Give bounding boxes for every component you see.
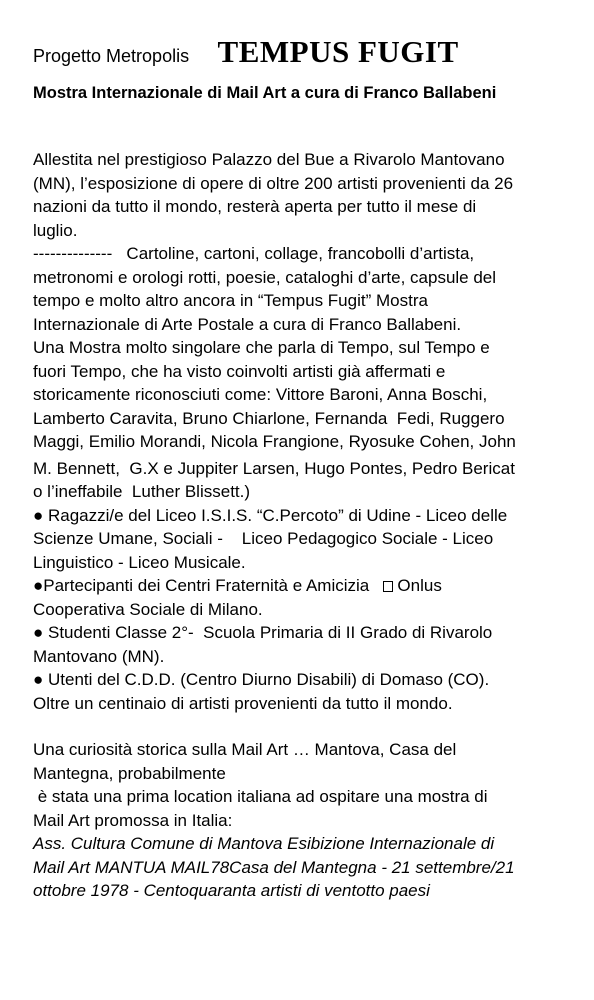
bullet-text: ●Partecipanti dei Centri Fraternità e Amicizia: [33, 576, 370, 595]
body-line: luglio.: [33, 220, 78, 240]
body-line: Linguistico - Liceo Musicale.: [33, 552, 246, 572]
document-subtitle: Mostra Internazionale di Mail Art a cura di Franco Ballabeni: [33, 84, 497, 102]
body-line: Maggi, Emilio Morandi, Nicola Frangione, Ryosuke Cohen, John: [33, 432, 516, 451]
body-line: Scienze Umane, Sociali - Liceo Pedagogico Sociale - Liceo: [33, 529, 494, 548]
body-line: (MN), l’esposizione di opere di oltre 200 artisti provenienti da 26: [33, 173, 514, 193]
citation-line: Mail Art MANTUA MAIL78Casa del Mantegna - 21 settembre/21: [33, 857, 515, 877]
document-body: [33, 148, 578, 903]
empty-square-icon: [383, 581, 393, 592]
body-line: Lamberto Caravita, Bruno Chiarlone, Fernanda Fedi, Ruggero: [33, 408, 505, 428]
body-line: storicamente riconosciuti come: Vittore Baroni, Anna Boschi,: [33, 385, 488, 404]
bullet-item: ● Studenti Classe 2°- Scuola Primaria di II Grado di Rivarolo: [33, 623, 493, 642]
body-line: Una curiosità storica sulla Mail Art … Mantova, Casa del: [33, 740, 457, 759]
citation-line: Ass. Cultura Comune di Mantova Esibizione Internazionale di: [33, 834, 495, 853]
header: [33, 34, 459, 70]
body-line: -------------- Cartoline, cartoni, collage, francobolli d’artista,: [33, 244, 475, 263]
onlus-label: Onlus: [397, 576, 442, 595]
body-line: o l’ineffabile Luther Blissett.): [33, 482, 251, 501]
body-line: è stata una prima location italiana ad ospitare una mostra di: [33, 787, 488, 806]
body-line: M. Bennett, G.X e Juppiter Larsen, Hugo Pontes, Pedro Bericat: [33, 458, 515, 478]
body-line: Mantegna, probabilmente: [33, 763, 226, 783]
bullet-item: ● Utenti del C.D.D. (Centro Diurno Disabili) di Domaso (CO).: [33, 670, 490, 689]
body-line: Una Mostra molto singolare che parla di Tempo, sul Tempo e: [33, 338, 490, 357]
bullet-item: ● Ragazzi/e del Liceo I.S.I.S. “C.Percoto” di Udine - Liceo delle: [33, 505, 508, 525]
document-title: TEMPUS FUGIT: [217, 34, 459, 69]
citation-line: ottobre 1978 - Centoquaranta artisti di ventotto paesi: [33, 881, 430, 900]
project-name: Progetto Metropolis: [33, 46, 190, 66]
body-line: nazioni da tutto il mondo, resterà aperta per tutto il mese di: [33, 197, 477, 216]
body-line: tempo e molto altro ancora in “Tempus Fugit” Mostra: [33, 291, 428, 310]
body-line: Allestita nel prestigioso Palazzo del Bue a Rivarolo Mantovano: [33, 150, 505, 169]
body-line: Cooperativa Sociale di Milano.: [33, 599, 263, 619]
body-line: Mantovano (MN).: [33, 646, 165, 666]
bullet-item: [33, 574, 578, 598]
body-line: fuori Tempo, che ha visto coinvolti artisti già affermati e: [33, 361, 446, 381]
body-line: Internazionale di Arte Postale a cura di Franco Ballabeni.: [33, 314, 462, 334]
body-line: metronomi e orologi rotti, poesie, cataloghi d’arte, capsule del: [33, 267, 497, 287]
body-line: Oltre un centinaio di artisti provenienti da tutto il mondo.: [33, 693, 453, 713]
body-line: Mail Art promossa in Italia:: [33, 810, 233, 830]
